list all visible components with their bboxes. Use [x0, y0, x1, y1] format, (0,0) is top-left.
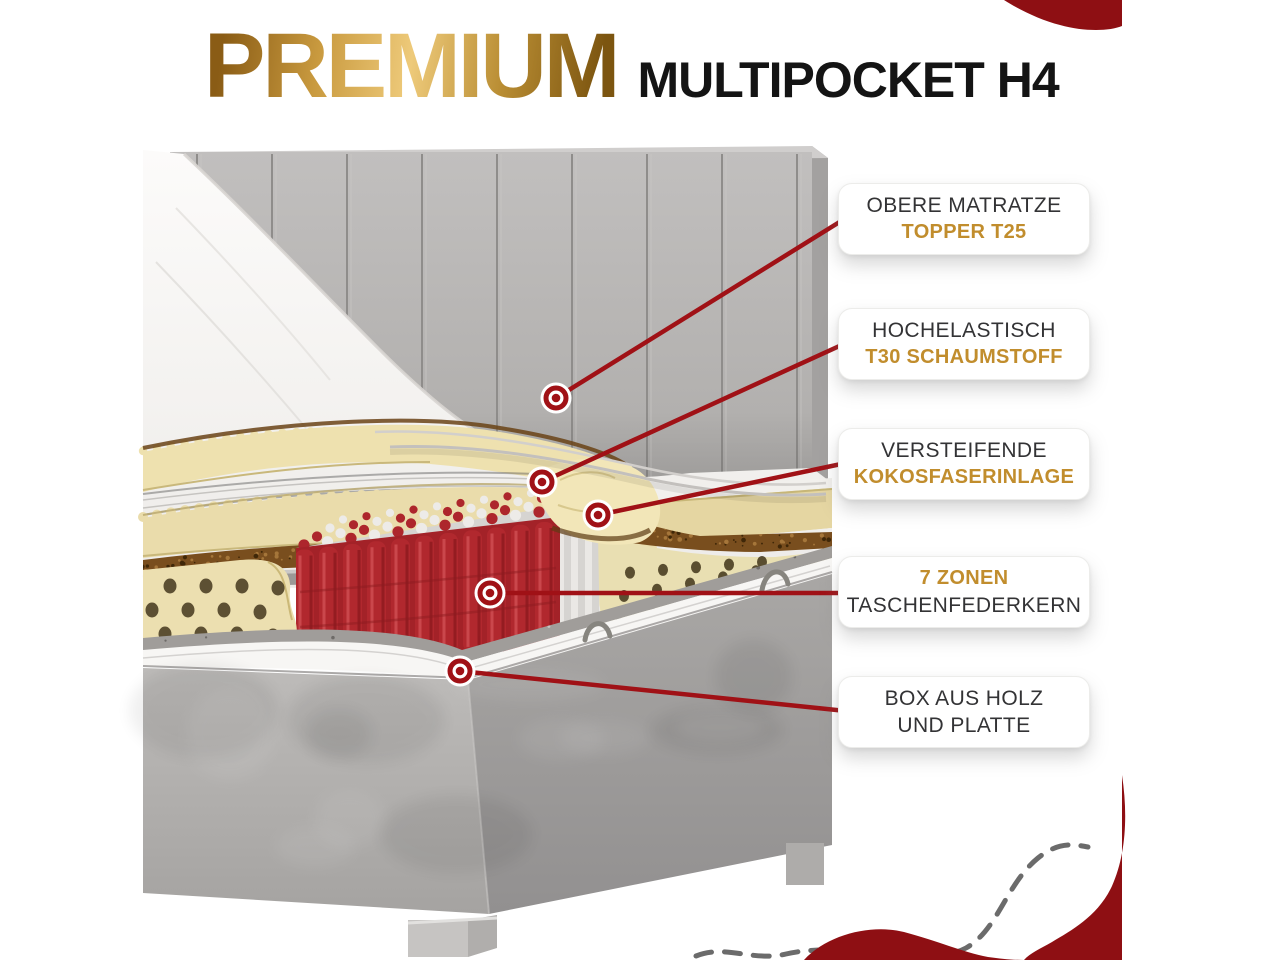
- page-title: [204, 15, 1059, 117]
- callout-marker-dot: [475, 578, 506, 609]
- callout-line: T30 SCHAUMSTOFF: [865, 346, 1063, 368]
- callout-box-foam: [838, 308, 1090, 380]
- bed-layers: [129, 146, 832, 957]
- callout-marker-dot: [527, 467, 558, 498]
- callout-marker-dot: [583, 500, 614, 531]
- callout-line: 7 ZONEN: [919, 567, 1009, 589]
- bottom-red-hill: [804, 929, 1024, 960]
- callout-line: BOX AUS HOLZ: [884, 687, 1044, 710]
- callout-box-topper: [838, 183, 1090, 255]
- bed-leg: [786, 843, 824, 885]
- callout-marker-dot: [541, 383, 572, 414]
- bed-leg: [408, 920, 468, 957]
- callout-box-base: [838, 676, 1090, 748]
- callout-line: VERSTEIFENDE: [881, 439, 1047, 462]
- callout-line: TOPPER T25: [901, 221, 1027, 243]
- callout-line: HOCHELASTISCH: [872, 319, 1056, 342]
- callout-marker-dot: [445, 656, 476, 687]
- callout-line: OBERE MATRATZE: [866, 194, 1062, 217]
- callout-line: KOKOSFASERINLAGE: [853, 466, 1075, 488]
- callout-line: TASCHENFEDERKERN: [846, 594, 1082, 617]
- bottom-right-red-wave: [1024, 775, 1125, 960]
- brand-title: PREMIUM: [204, 15, 618, 117]
- callout-box-springs: [838, 556, 1090, 628]
- callout-box-coconut: [838, 428, 1090, 500]
- callout-line: UND PLATTE: [897, 714, 1031, 737]
- model-title: MULTIPOCKET H4: [637, 52, 1059, 108]
